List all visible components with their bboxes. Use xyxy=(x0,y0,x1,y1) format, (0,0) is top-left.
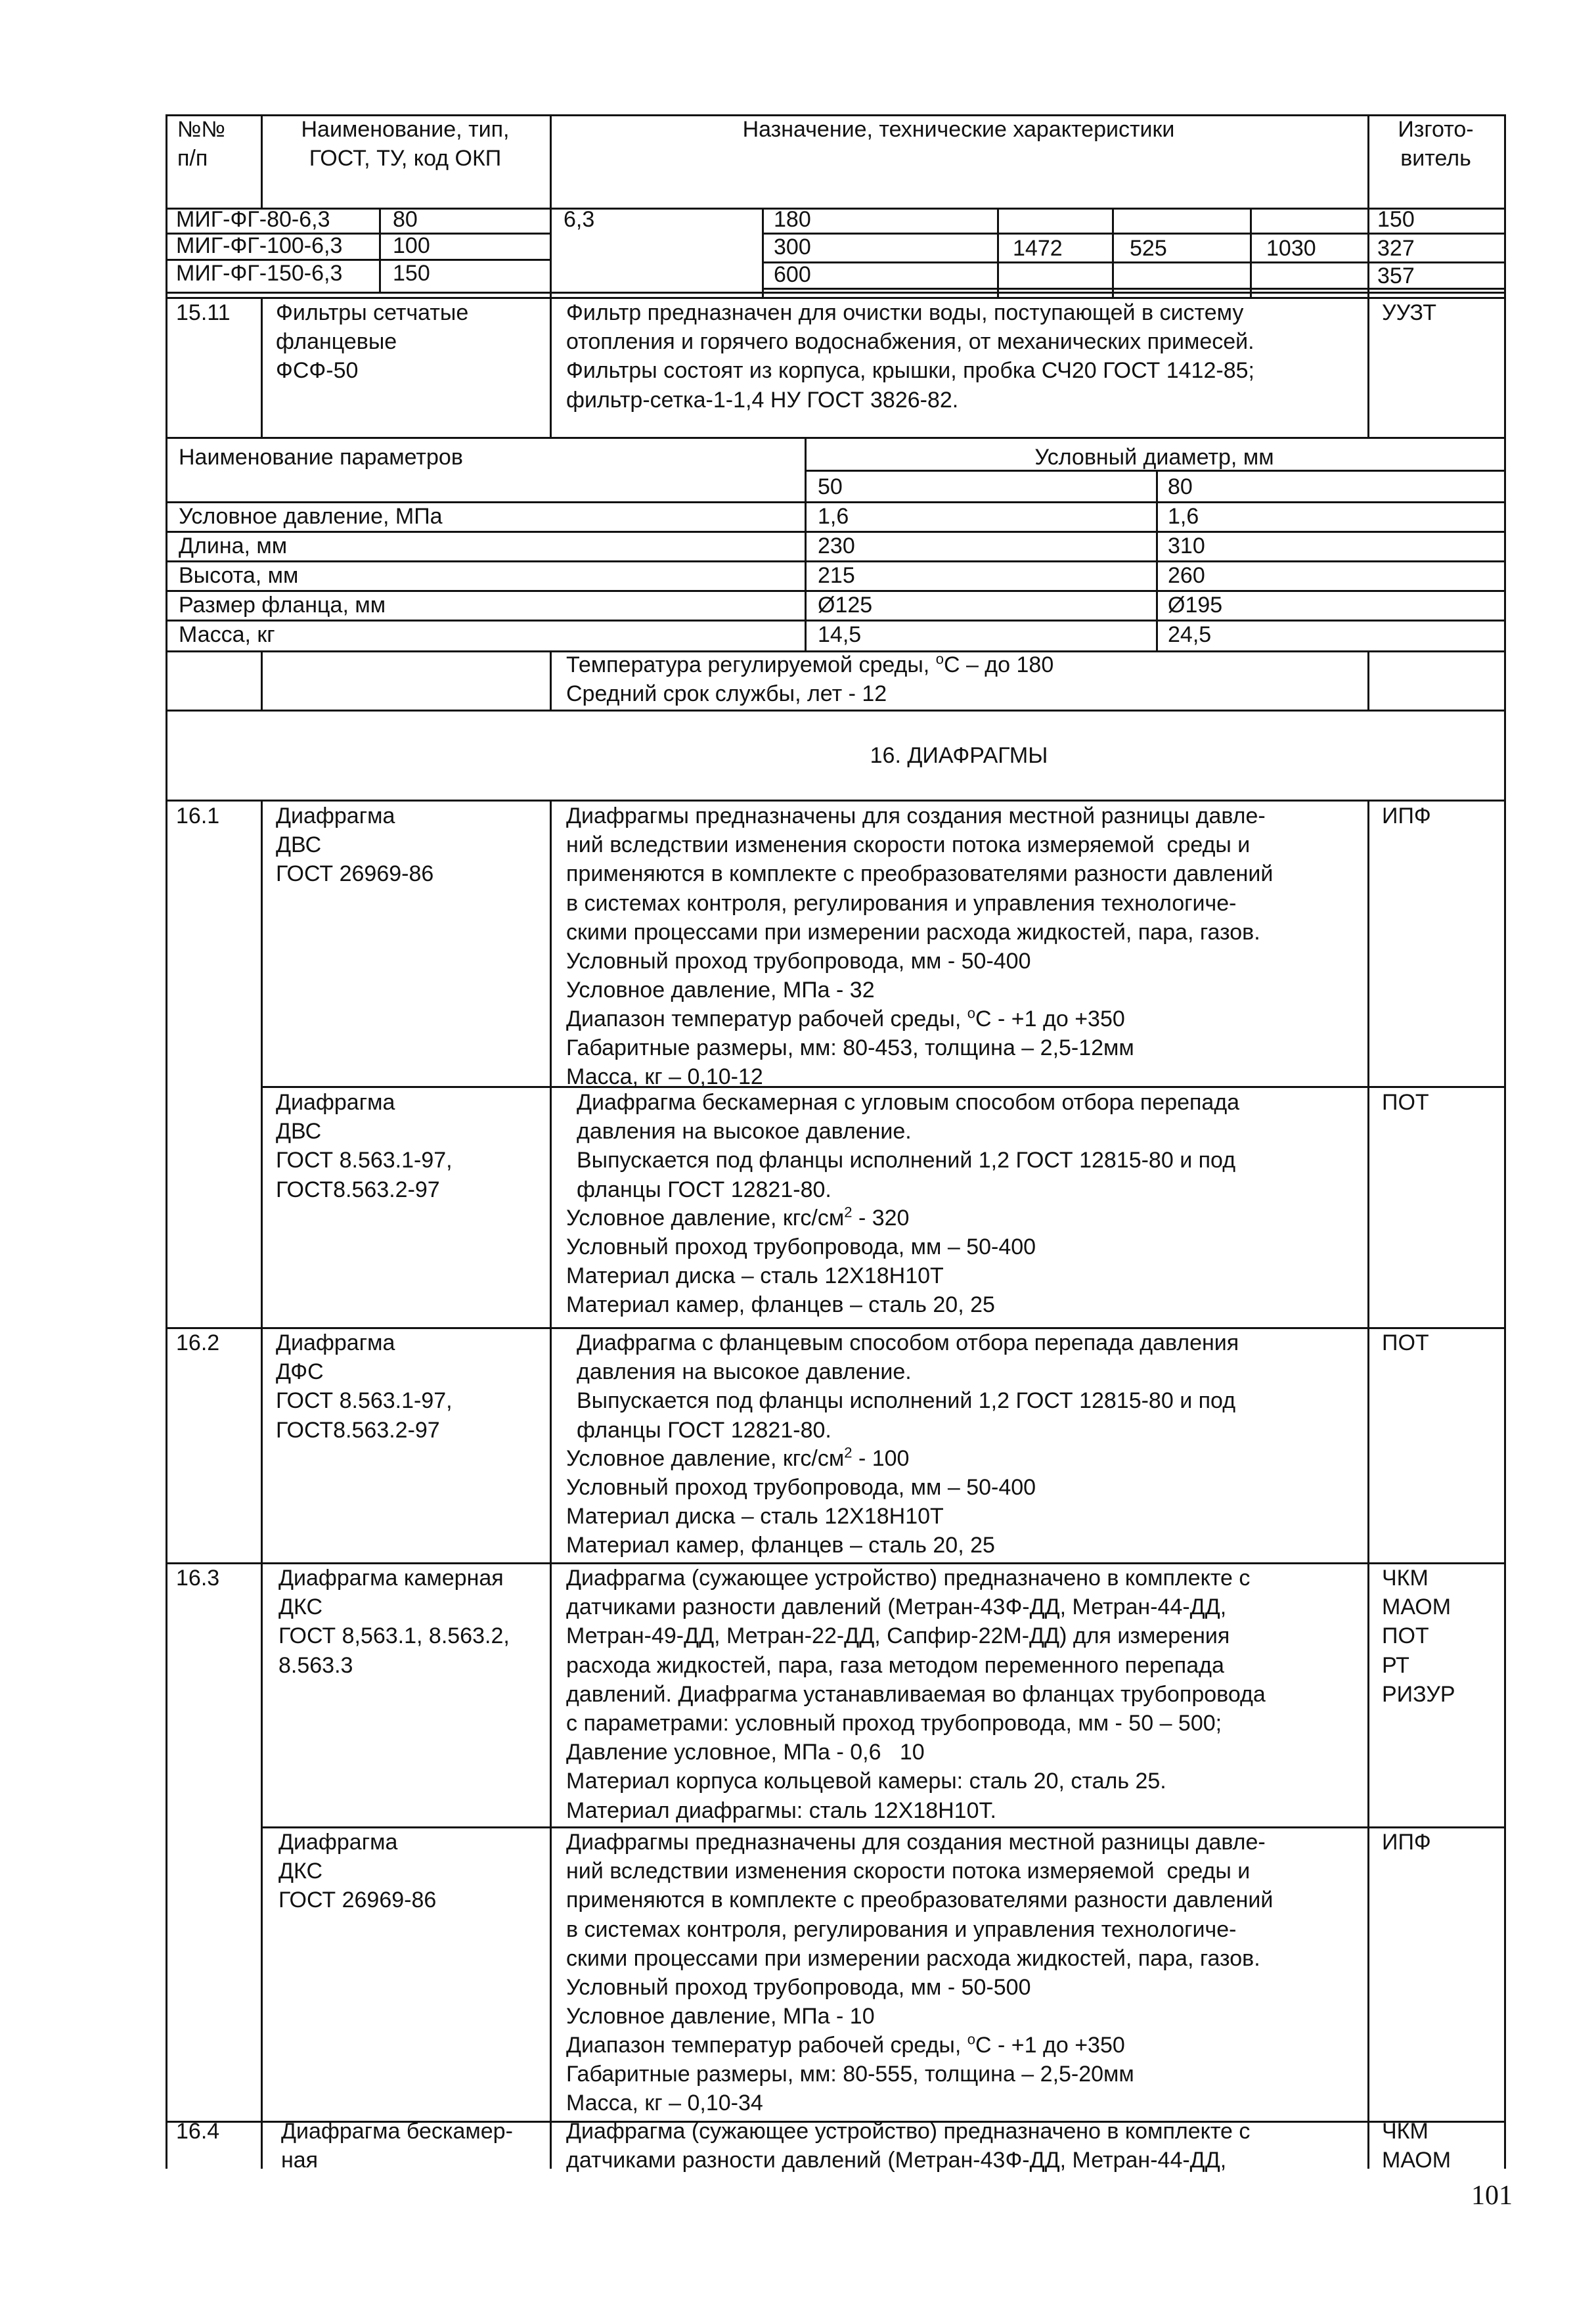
page-number: 101 xyxy=(1471,2181,1513,2211)
item-name: Диафрагма ДФС ГОСТ 8.563.1-97, ГОСТ8.563.2-97 xyxy=(276,1330,453,1443)
item-pressure: Условное давление, кгс/$см^2 - 100$ xyxy=(566,1444,910,1471)
param-header-dn: Условный диаметр, мм xyxy=(1034,445,1274,470)
rule xyxy=(1367,800,1369,2169)
item-name: Фильтры сетчатые фланцевые ФСФ-50 xyxy=(276,300,469,384)
item-maker: ЧКМ МАОМ xyxy=(1382,2119,1452,2173)
mig-row-name: МИГ-ФГ-100-6,3 xyxy=(176,233,343,258)
param-row-value-50: 14,5 xyxy=(818,622,862,647)
mig-row-name: МИГ-ФГ-150-6,3 xyxy=(176,261,343,286)
rule xyxy=(166,437,1505,439)
rule xyxy=(261,800,263,2169)
rule xyxy=(166,208,1505,210)
mig-row-maker: 357 xyxy=(1377,263,1415,288)
item-name: Диафрагма ДКС ГОСТ 26969-86 xyxy=(278,1830,437,1913)
param-row-name: Высота, мм xyxy=(179,563,299,588)
item-temperature: Диапазон температур рабочей среды, $^o$С - +1 до +350 xyxy=(566,2031,1125,2058)
param-row-name: Размер фланца, мм xyxy=(179,593,386,618)
param-row-name: Масса, кг xyxy=(179,622,275,647)
mig-row-dn: 150 xyxy=(393,261,430,286)
param-row-value-80: 310 xyxy=(1168,533,1205,558)
item-number: 16.1 xyxy=(176,803,220,828)
param-row-value-50: Ø125 xyxy=(818,593,873,618)
item-description: Диафрагма с фланцевым способом отбора перепада давления давления на высокое давление. Выпускается под фланцы исполнений 1,2 ГОСТ 12815-80 и под фланцы ГОСТ 12821-80. xyxy=(577,1330,1239,1443)
item-description: Диафрагма бескамерная с угловым способом отбора перепада давления на высокое давление. Выпускается под фланцы исполнений 1,2 ГОСТ 12815-80 и под фланцы ГОСТ 12821-80. xyxy=(577,1090,1240,1202)
item-description-cont: Условный проход трубопровода, мм – 50-400 Материал диска – сталь 12Х18Н10Т Материал камер, фланцев – сталь 20, 25 xyxy=(566,1234,1036,1318)
mig-row-maker: 150 xyxy=(1377,207,1415,232)
item-name: Диафрагма ДВС ГОСТ 8.563.1-97, ГОСТ8.563.2-97 xyxy=(276,1090,453,1202)
rule xyxy=(1504,114,1506,2169)
param-service-life: Средний срок службы, лет - 12 xyxy=(566,681,887,706)
param-row-value-50: 215 xyxy=(818,563,855,588)
rule xyxy=(997,208,999,297)
item-maker: ИПФ xyxy=(1382,1830,1431,1855)
item-temperature: Диапазон температур рабочей среды, $^o$С - +1 до +350 xyxy=(566,1005,1125,1031)
item-description-cont: Габаритные размеры, мм: 80-453, толщина – 2,5-12мм Масса, кг – 0,10-12 xyxy=(566,1035,1134,1090)
mig-row-name: МИГ-ФГ-80-6,3 xyxy=(176,207,330,232)
rule xyxy=(166,710,1505,712)
col-header-num: №№ п/п xyxy=(177,117,225,171)
mig-row-width: 1030 xyxy=(1266,236,1316,261)
item-maker: УУЗТ xyxy=(1382,300,1437,325)
param-row-value-80: 260 xyxy=(1168,563,1205,588)
item-name: Диафрагма камерная ДКС ГОСТ 8,563.1, 8.563.2, 8.563.3 xyxy=(278,1566,510,1678)
rule xyxy=(1156,470,1158,650)
col-header-maker: Изгото- витель xyxy=(1398,117,1474,171)
param-row-value-80: 1,6 xyxy=(1168,504,1199,529)
item-description: Диафрагма (сужающее устройство) предназначено в комплекте с датчиками разности давлений (Метран-43Ф-ДД, Метран-44-ДД, Метран-49-ДД, Метран-22-ДД, Сапфир-22М-ДД) для измерения расхода жидкостей, пара, газа методом переменного перепада давлений. Диафрагма устанавливаемая во фланцах трубопровода с параметрами: условный проход трубопровода, мм - 50 – 500; Давление условное, МПа - 0,6 10 Материал корпуса кольцевой камеры: сталь 20, сталь 25. Материал диафрагмы: сталь 12Х18Н10Т. xyxy=(566,1566,1266,1823)
rule xyxy=(550,650,552,710)
rule xyxy=(379,208,381,292)
rule xyxy=(1250,208,1252,297)
item-number: 15.11 xyxy=(176,300,231,325)
rule xyxy=(166,292,1505,294)
mig-row-dn: 80 xyxy=(393,207,418,232)
item-description-cont: Условный проход трубопровода, мм – 50-400 Материал диска – сталь 12Х18Н10Т Материал камер, фланцев – сталь 20, 25 xyxy=(566,1475,1036,1558)
item-description: Диафрагмы предназначены для создания местной разницы давле- ний вследствии изменения скорости потока измеряемой среды и применяются в комплекте с преобразователями разности давлений в системах контроля, регулирования и управления технологиче- скими процессами при измерении расхода жидкостей, пара, газов. Условный проход трубопровода, мм - 50-500 Условное давление, МПа - 10 xyxy=(566,1830,1274,2029)
item-name: Диафрагма бескамер- ная xyxy=(281,2119,513,2173)
item-name: Диафрагма ДВС ГОСТ 26969-86 xyxy=(276,803,434,887)
item-number: 16.4 xyxy=(176,2119,220,2144)
section-title: 16. ДИАФРАГМЫ xyxy=(870,743,1048,768)
param-row-value-50: 1,6 xyxy=(818,504,849,529)
item-description: Диафрагма (сужающее устройство) предназначено в комплекте с датчиками разности давлений (Метран-43Ф-ДД, Метран-44-ДД, xyxy=(566,2119,1251,2173)
rule xyxy=(762,208,764,297)
rule xyxy=(261,297,263,437)
rule xyxy=(261,650,263,710)
item-maker: ПОТ xyxy=(1382,1090,1429,1115)
item-maker: ЧКМ МАОМ ПОТ РТ РИЗУР xyxy=(1382,1566,1455,1707)
item-maker: ПОТ xyxy=(1382,1330,1429,1355)
mig-row-volume: 180 xyxy=(774,207,811,232)
param-row-value-80: 24,5 xyxy=(1168,622,1212,647)
param-header-name: Наименование параметров xyxy=(179,445,463,470)
item-description: Фильтр предназначен для очистки воды, поступающей в систему отопления и горячего водоснабжения, от механических примесей. Фильтры состоят из корпуса, крышки, пробка СЧ20 ГОСТ 1412-85; фильтр-сетка-1-1,4 НУ ГОСТ 3826-82. xyxy=(566,300,1254,413)
mig-row-pressure: 6,3 xyxy=(564,207,595,232)
param-row-name: Условное давление, МПа xyxy=(179,504,443,529)
item-number: 16.3 xyxy=(176,1566,220,1591)
mig-row-length: 1472 xyxy=(1013,236,1063,261)
rule xyxy=(550,800,552,2169)
rule xyxy=(1367,650,1369,710)
mig-row-volume: 600 xyxy=(774,262,811,287)
item-number: 16.2 xyxy=(176,1330,220,1355)
item-maker: ИПФ xyxy=(1382,803,1431,828)
mig-row-maker: 327 xyxy=(1377,236,1415,261)
mig-row-volume: 300 xyxy=(774,235,811,260)
col-header-name: Наименование, тип, ГОСТ, ТУ, код ОКП xyxy=(301,117,510,171)
mig-row-height: 525 xyxy=(1130,236,1167,261)
param-row-name: Длина, мм xyxy=(179,533,288,558)
item-description-cont: Габаритные размеры, мм: 80-555, толщина – 2,5-20мм Масса, кг – 0,10-34 xyxy=(566,2062,1134,2116)
param-row-value-80: Ø195 xyxy=(1168,593,1223,618)
rule xyxy=(166,114,167,2169)
item-description: Диафрагмы предназначены для создания местной разницы давле- ний вследствии изменения скорости потока измеряемой среды и применяются в комплекте с преобразователями разности давлений в системах контроля, регулирования и управления технологиче- скими процессами при измерении расхода жидкостей, пара, газов. Условный проход трубопровода, мм - 50-400 Условное давление, МПа - 32 xyxy=(566,803,1274,1003)
param-row-value-50: 230 xyxy=(818,533,855,558)
param-col-80: 80 xyxy=(1168,474,1193,499)
mig-row-dn: 100 xyxy=(393,233,430,258)
param-temperature: Температура регулируемой среды, $^o$С – до 180 xyxy=(566,650,1054,677)
item-pressure: Условное давление, кгс/$см^2 - 320$ xyxy=(566,1204,910,1231)
rule xyxy=(1112,208,1114,297)
col-header-purpose: Назначение, технические характеристики xyxy=(742,117,1175,142)
param-col-50: 50 xyxy=(818,474,843,499)
rule xyxy=(550,114,552,437)
